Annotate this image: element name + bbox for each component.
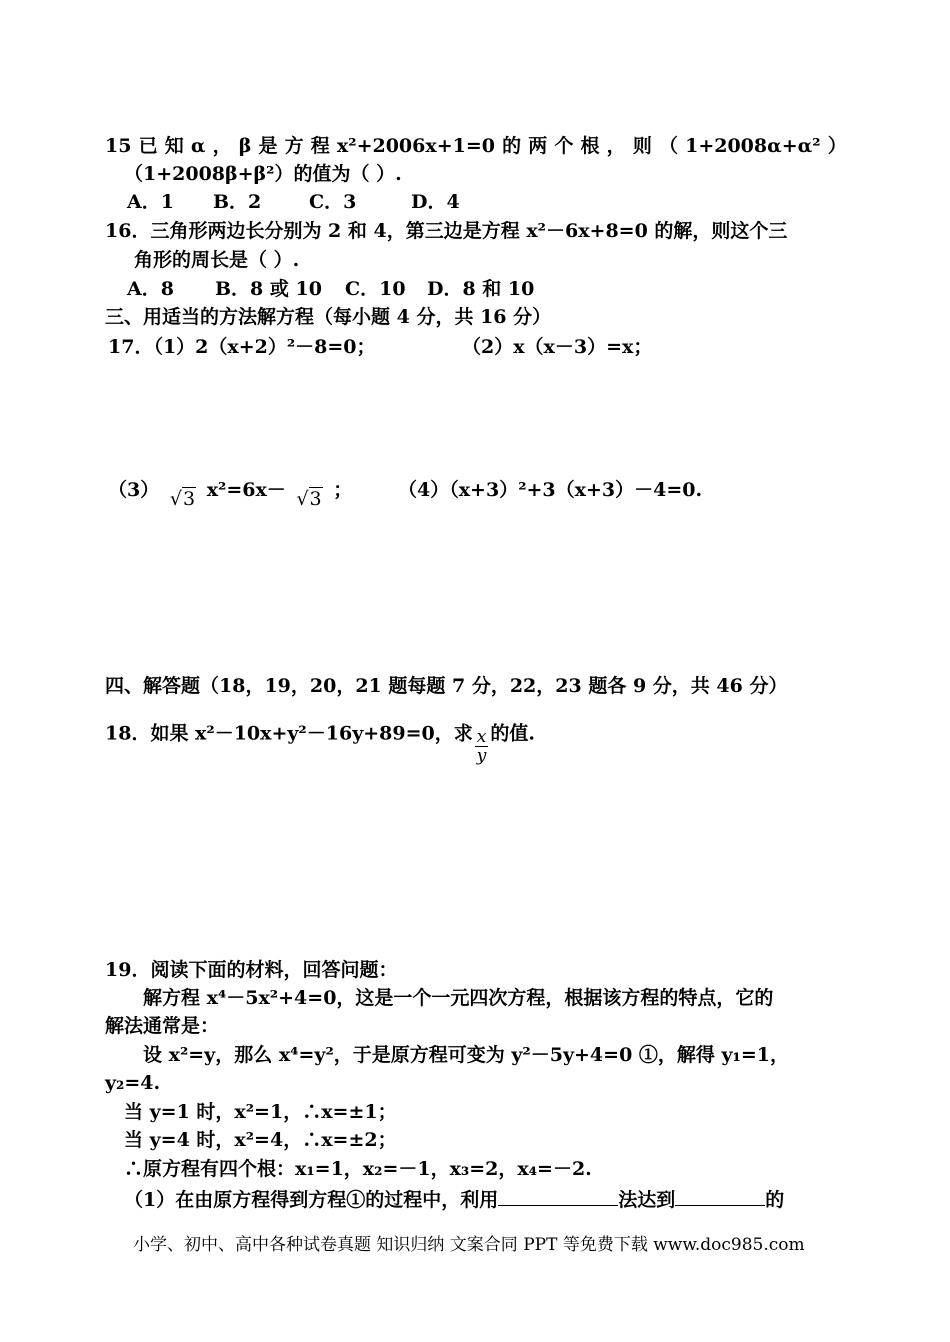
q16-options [127, 277, 534, 301]
sqrt-sign: √ [169, 488, 182, 510]
q19-case2: 当 y=4 时，x²=4，∴x=±2； [124, 1129, 397, 1151]
q19-p1-line1: 解方程 x⁴－5x²+4=0，这是一个一元四次方程，根据该方程的特点，它的 [143, 987, 774, 1009]
q15-line1-cell: ， [606, 135, 626, 157]
sqrt-sign: √ [296, 488, 309, 510]
answer-blank-1[interactable] [498, 1185, 618, 1206]
fraction-x-over-y [475, 728, 489, 765]
q15-line1-cell: 两 [528, 135, 548, 157]
q19-p2-line1: 设 x²=y，那么 x⁴=y²，于是原方程可变为 y²－5y+4=0 ①，解得 y₁=1， [143, 1044, 790, 1066]
q15-line1-cell: 已 [138, 135, 158, 157]
q19-sub1-end: 的 [765, 1189, 785, 1211]
q16-option-a: A．8 [127, 278, 174, 300]
q19-sub1-start: （1）在由原方程得到方程①的过程中，利用 [124, 1189, 499, 1211]
sqrt-3-second [296, 487, 322, 511]
q17-part3-end: ； [333, 479, 353, 501]
q15-option-a: A．1 [127, 191, 174, 213]
q19-conclusion: ∴原方程有四个根：x₁=1，x₂=－1，x₃=2，x₄=－2. [124, 1158, 592, 1180]
q16-option-c: C．10 [345, 278, 406, 300]
sqrt-3-first [170, 487, 196, 511]
q18-line [105, 716, 535, 766]
q15-line1-cell: 的 [502, 135, 522, 157]
q16-line2: 角形的周长是（ ）. [134, 249, 300, 271]
q19-title: 19．阅读下面的材料，回答问题： [105, 959, 398, 981]
q17-part3 [108, 478, 353, 510]
q18-suffix: 的值. [490, 722, 535, 745]
fraction-numerator: x [475, 728, 489, 747]
q15-line1-cell: （ [658, 135, 678, 157]
q19-sub1-mid: 法达到 [618, 1189, 676, 1211]
q18-prefix: 18．如果 x²－10x+y²－16y+89=0，求 [105, 722, 473, 745]
q15-options [127, 190, 460, 214]
q15-option-d: D．4 [411, 191, 460, 213]
q15-option-c: C．3 [309, 191, 357, 213]
q16-line1: 16．三角形两边长分别为 2 和 4，第三边是方程 x²－6x+8=0 的解，则这个三 [105, 220, 788, 242]
q15-line1-cell: 15 [105, 135, 132, 157]
section4-title: 四、解答题（18，19，20，21 题每题 7 分，22，23 题各 9 分，共 46 分） [105, 675, 788, 697]
q15-line1-cell: 程 [310, 135, 330, 157]
radicand: 3 [309, 488, 322, 510]
q15-line1-cell: 方 [284, 135, 304, 157]
q15-line1-cell: 是 [258, 135, 278, 157]
radicand: 3 [182, 488, 196, 510]
q15-line1-cell: x²+2006x+1=0 [336, 135, 495, 157]
q19-p2-line2: y₂=4. [105, 1072, 161, 1094]
answer-blank-2[interactable] [675, 1185, 765, 1206]
q15-line1-cell: 则 [632, 135, 652, 157]
q15-line1-cell: β [238, 135, 252, 157]
q15-line1-cell: 个 [554, 135, 574, 157]
q19-p1-line2: 解法通常是： [105, 1015, 220, 1037]
section3-title: 三、用适当的方法解方程（每小题 4 分，共 16 分） [105, 306, 552, 328]
q15-line1-cell: ） [827, 135, 847, 157]
q19-case1: 当 y=1 时，x²=1，∴x=±1； [124, 1101, 397, 1123]
q17-part4: （4）（x+3）²+3（x+3）－4=0. [398, 479, 703, 501]
q15-line1-cell: 1+2008α+α² [685, 135, 821, 157]
q15-line1-cell: 根 [580, 135, 600, 157]
q19-sub1 [124, 1185, 784, 1212]
q16-option-d: D．8 和 10 [427, 278, 535, 300]
q16-option-b: B．8 或 10 [215, 278, 322, 300]
q17-part2: （2）x（x－3）=x； [462, 336, 653, 358]
q15-line1-cell: ， [212, 135, 232, 157]
q15-line1-cell: α [190, 135, 206, 157]
q15-line1 [105, 134, 847, 158]
q17-part3-label: （3） [108, 479, 160, 501]
q17-part1: 17．（1）2（x+2）²－8=0； [108, 336, 376, 358]
fraction-denominator: y [476, 746, 487, 766]
page-footer: 小学、初中、高中各种试卷真题 知识归纳 文案合同 PPT 等免费下载 www.doc985.com [133, 1235, 805, 1255]
q15-line2: （1+2008β+β²）的值为（ ）. [124, 163, 402, 185]
q17-part3-mid: x²=6x－ [206, 479, 286, 501]
q15-line1-cell: 知 [164, 135, 184, 157]
q15-option-b: B．2 [213, 191, 262, 213]
